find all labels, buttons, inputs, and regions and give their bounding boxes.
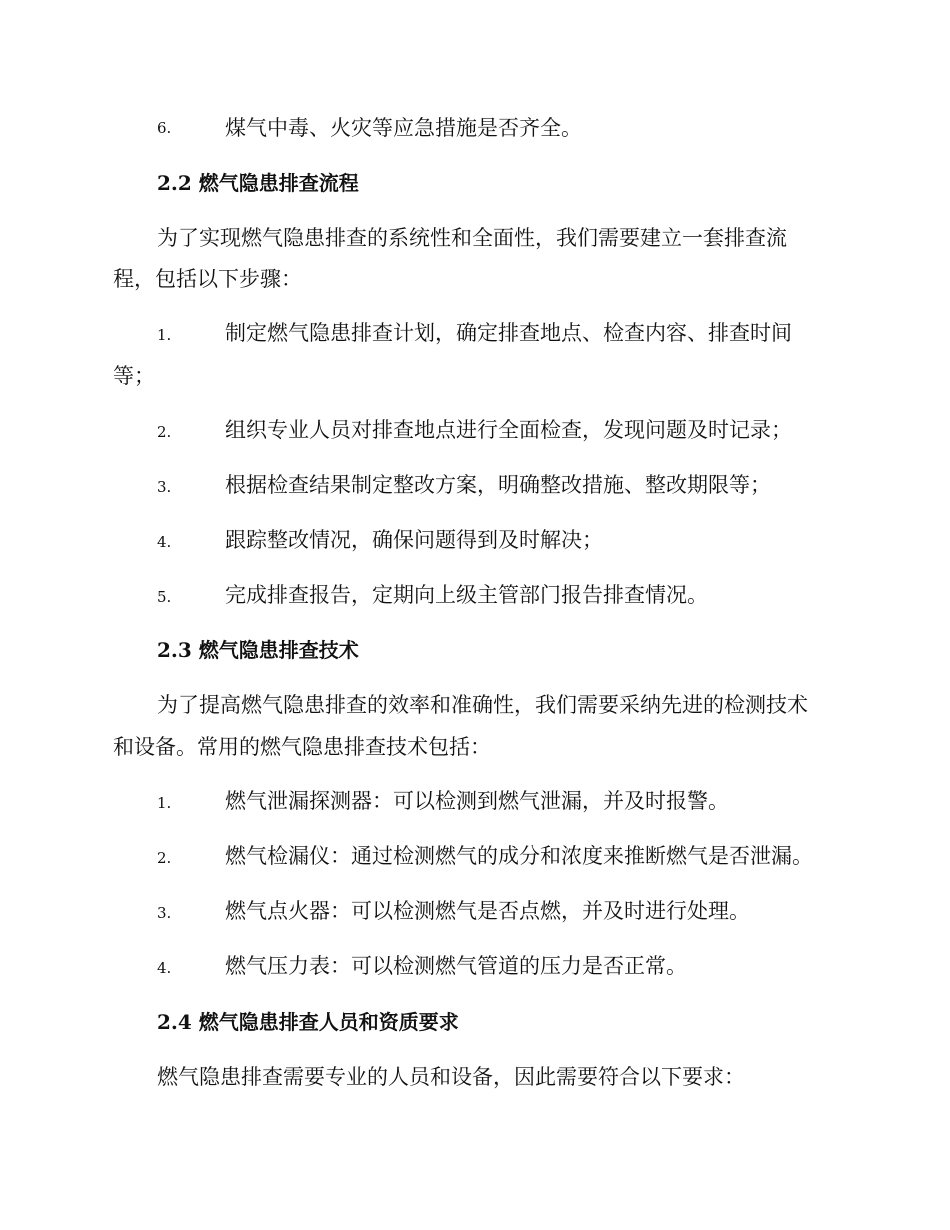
paragraph-line: 为了实现燃气隐患排查的系统性和全面性，我们需要建立一套排查流 bbox=[157, 226, 787, 250]
list-item-number: 1. bbox=[157, 794, 172, 812]
list-item-number: 4. bbox=[157, 533, 172, 551]
list-item-number: 3. bbox=[157, 478, 172, 496]
list-item-number: 4. bbox=[157, 959, 172, 977]
paragraph-line: 程，包括以下步骤： bbox=[113, 267, 302, 291]
list-item-number: 3. bbox=[157, 904, 172, 922]
paragraph-line: 和设备。常用的燃气隐患排查技术包括： bbox=[113, 735, 491, 759]
list-item-number: 1. bbox=[157, 326, 172, 344]
section-heading-2-4: 2.4 燃气隐患排查人员和资质要求 bbox=[157, 1010, 459, 1034]
paragraph-line: 为了提高燃气隐患排查的效率和准确性，我们需要采纳先进的检测技术 bbox=[157, 693, 808, 717]
list-item-text: 燃气检漏仪：通过检测燃气的成分和浓度来推断燃气是否泄漏。 bbox=[225, 844, 813, 868]
list-item-text: 制定燃气隐患排查计划，确定排查地点、检查内容、排查时间 bbox=[225, 321, 792, 345]
list-item-text: 组织专业人员对排查地点进行全面检查，发现问题及时记录； bbox=[225, 418, 792, 442]
paragraph-line: 燃气隐患排查需要专业的人员和设备，因此需要符合以下要求： bbox=[157, 1065, 745, 1089]
list-item-text: 煤气中毒、火灾等应急措施是否齐全。 bbox=[225, 116, 582, 140]
list-item-text: 燃气压力表：可以检测燃气管道的压力是否正常。 bbox=[225, 954, 687, 978]
list-item-number: 5. bbox=[157, 588, 172, 606]
list-item-text: 燃气点火器：可以检测燃气是否点燃，并及时进行处理。 bbox=[225, 899, 750, 923]
list-item-text: 跟踪整改情况，确保问题得到及时解决； bbox=[225, 528, 603, 552]
list-item-text: 根据检查结果制定整改方案，明确整改措施、整改期限等； bbox=[225, 473, 771, 497]
section-heading-2-3: 2.3 燃气隐患排查技术 bbox=[157, 638, 359, 662]
list-item-text: 完成排查报告，定期向上级主管部门报告排查情况。 bbox=[225, 583, 708, 607]
list-item-number: 2. bbox=[157, 423, 172, 441]
list-item-text: 燃气泄漏探测器：可以检测到燃气泄漏，并及时报警。 bbox=[225, 789, 729, 813]
list-item-number: 2. bbox=[157, 849, 172, 867]
section-heading-2-2: 2.2 燃气隐患排查流程 bbox=[157, 171, 359, 195]
list-item-number: 6. bbox=[157, 119, 172, 137]
list-item-text-continued: 等； bbox=[113, 364, 155, 388]
